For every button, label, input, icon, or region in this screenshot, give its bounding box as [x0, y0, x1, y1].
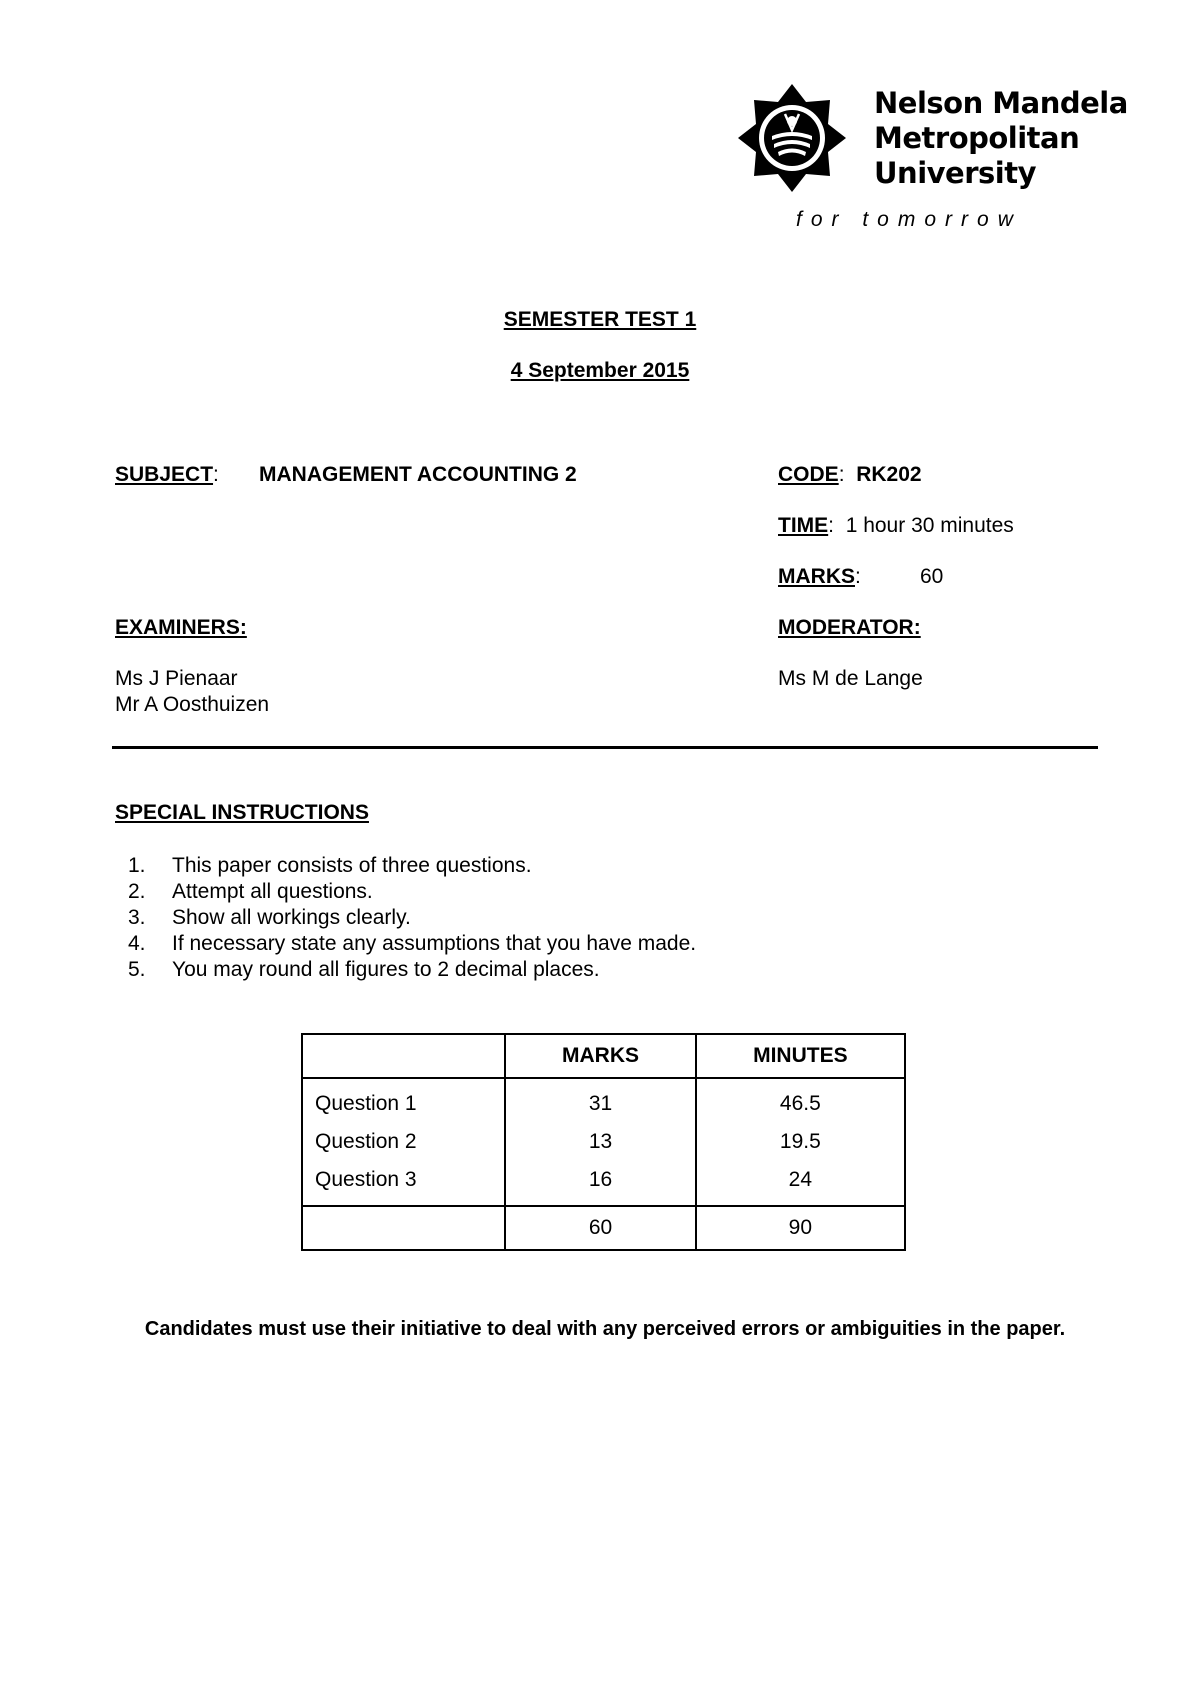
- subject-field: SUBJECT:: [115, 463, 219, 486]
- time-field: TIME: 1 hour 30 minutes: [778, 514, 1014, 537]
- question-marks: 16: [505, 1161, 695, 1206]
- section-divider: [112, 746, 1098, 749]
- list-item: [128, 905, 696, 931]
- table-total-row: [302, 1206, 905, 1250]
- instructions-heading: SPECIAL INSTRUCTIONS: [115, 801, 369, 824]
- university-logo: [738, 84, 1128, 234]
- university-name-line1: Nelson Mandela: [874, 86, 1128, 120]
- list-item: [128, 853, 696, 879]
- list-item: [128, 957, 696, 983]
- item-number: 5.: [128, 958, 146, 981]
- logo-tagline: for tomorrow: [796, 208, 1022, 231]
- university-name: [874, 86, 1128, 191]
- item-number: 4.: [128, 932, 146, 955]
- question-minutes: 19.5: [696, 1123, 905, 1161]
- question-label: Question 3: [302, 1161, 505, 1206]
- item-number: 2.: [128, 880, 146, 903]
- subject-label: SUBJECT: [115, 463, 214, 486]
- test-title: SEMESTER TEST 1: [503, 308, 697, 331]
- code-label: CODE: [778, 463, 839, 486]
- marks-field: MARKS:: [778, 565, 861, 588]
- question-minutes: 46.5: [696, 1078, 905, 1123]
- total-marks: 60: [505, 1206, 695, 1250]
- table-row: [302, 1161, 905, 1206]
- question-marks: 13: [505, 1123, 695, 1161]
- code-value: RK202: [856, 463, 922, 486]
- table-row: [302, 1078, 905, 1123]
- code-field: CODE: RK202: [778, 463, 922, 486]
- university-name-line3: University: [874, 156, 1036, 190]
- marks-table: [301, 1033, 906, 1251]
- table-header-row: [302, 1034, 905, 1078]
- list-item: [128, 879, 696, 905]
- item-text: Show all workings clearly.: [172, 906, 411, 929]
- marks-value: 60: [920, 565, 944, 588]
- list-item: [128, 931, 696, 957]
- candidate-note: Candidates must use their initiative to deal with any perceived errors or ambiguities in the paper.: [144, 1318, 1066, 1340]
- examiner-name: Mr A Oosthuizen: [115, 693, 270, 716]
- question-minutes: 24: [696, 1161, 905, 1206]
- item-text: You may round all figures to 2 decimal places.: [172, 958, 600, 981]
- instructions-list: [128, 853, 696, 983]
- total-minutes: 90: [696, 1206, 905, 1250]
- question-marks: 31: [505, 1078, 695, 1123]
- test-date: 4 September 2015: [510, 359, 690, 382]
- item-text: Attempt all questions.: [172, 880, 373, 903]
- subject-value: MANAGEMENT ACCOUNTING 2: [259, 463, 577, 486]
- column-header: MINUTES: [696, 1034, 905, 1078]
- examiners-label: EXAMINERS:: [115, 616, 247, 639]
- moderator-label: MODERATOR:: [778, 616, 921, 639]
- examiner-name: Ms J Pienaar: [115, 667, 238, 690]
- marks-label: MARKS: [778, 565, 855, 588]
- question-label: Question 2: [302, 1123, 505, 1161]
- column-header: MARKS: [505, 1034, 695, 1078]
- column-header: [302, 1034, 505, 1078]
- time-value: 1 hour 30 minutes: [845, 514, 1014, 537]
- item-number: 3.: [128, 906, 146, 929]
- total-label: [302, 1206, 505, 1250]
- time-label: TIME: [778, 514, 829, 537]
- question-label: Question 1: [302, 1078, 505, 1123]
- moderator-name: Ms M de Lange: [778, 667, 923, 690]
- university-emblem-icon: [738, 84, 846, 192]
- item-text: If necessary state any assumptions that you have made.: [172, 932, 697, 955]
- item-number: 1.: [128, 854, 146, 877]
- table-row: [302, 1123, 905, 1161]
- university-name-line2: Metropolitan: [874, 121, 1080, 155]
- item-text: This paper consists of three questions.: [172, 854, 532, 877]
